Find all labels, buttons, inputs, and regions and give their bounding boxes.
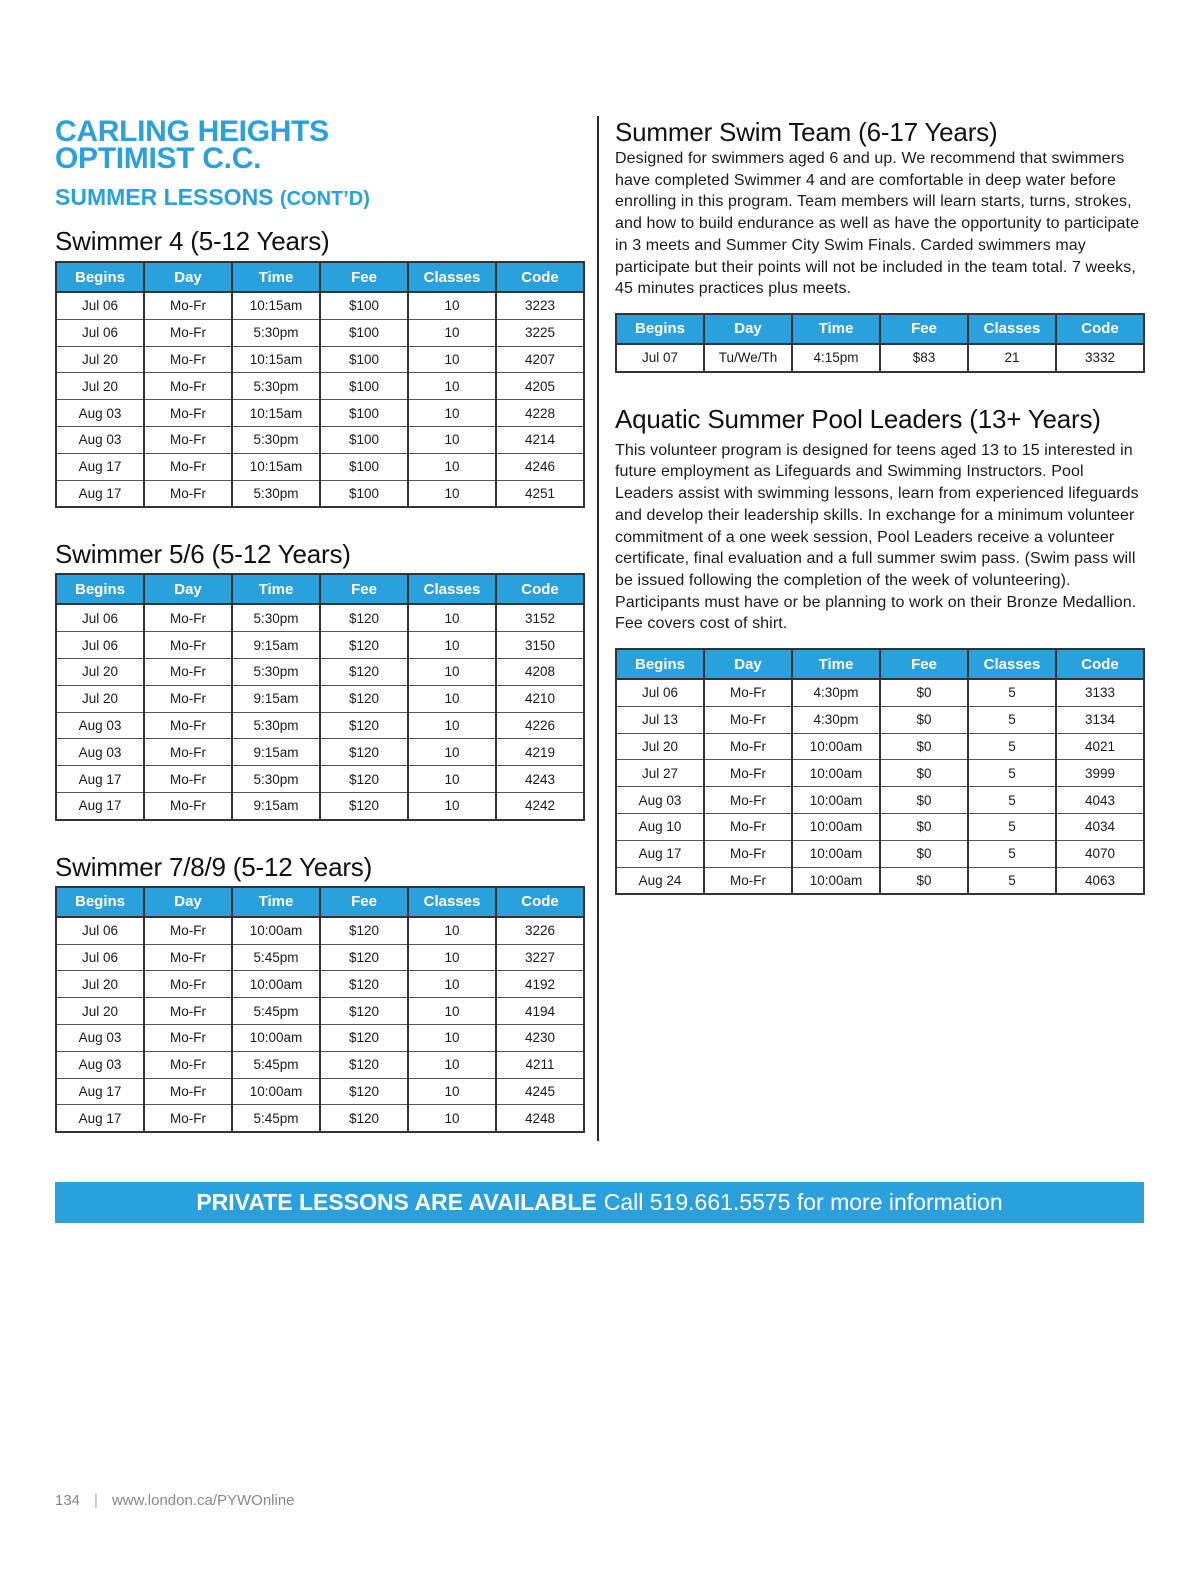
table-cell: Mo-Fr (704, 787, 792, 814)
table-cell: Jul 20 (616, 733, 704, 760)
table-cell: Aug 03 (56, 426, 144, 453)
table-cell: Mo-Fr (144, 739, 232, 766)
table-row (56, 632, 584, 659)
table-header-row (616, 649, 1144, 679)
table-cell: Mo-Fr (144, 292, 232, 319)
column-header: Begins (56, 262, 144, 292)
table-row (56, 1051, 584, 1078)
table-cell: 3150 (496, 632, 584, 659)
table-cell: 4070 (1056, 840, 1144, 867)
table-cell: 10 (408, 685, 496, 712)
table-cell: 10 (408, 632, 496, 659)
table-row (616, 679, 1144, 706)
table-cell: 5:30pm (232, 712, 320, 739)
swimmer56-table (55, 573, 585, 820)
table-cell: 4226 (496, 712, 584, 739)
table-cell: $0 (880, 760, 968, 787)
table-row (56, 685, 584, 712)
column-header: Fee (880, 649, 968, 679)
table-cell: 10:00am (792, 787, 880, 814)
table-cell: 5 (968, 733, 1056, 760)
table-cell: Mo-Fr (704, 679, 792, 706)
table-cell: 10:15am (232, 453, 320, 480)
table-cell: Jul 20 (56, 373, 144, 400)
swimteam-table (615, 313, 1145, 373)
table-cell: 10 (408, 1078, 496, 1105)
table-row (56, 426, 584, 453)
column-header: Classes (968, 314, 1056, 344)
table-row (616, 760, 1144, 787)
table-cell: Mo-Fr (144, 685, 232, 712)
table-cell: $120 (320, 944, 408, 971)
table-row (56, 917, 584, 944)
column-header: Classes (408, 262, 496, 292)
table-cell: 3134 (1056, 706, 1144, 733)
table-cell: 4:15pm (792, 344, 880, 372)
table-cell: 9:15am (232, 685, 320, 712)
table-cell: Mo-Fr (144, 944, 232, 971)
left-column (55, 116, 585, 1133)
table-cell: 5:45pm (232, 944, 320, 971)
page-footer (55, 1492, 295, 1509)
table-cell: Mo-Fr (144, 632, 232, 659)
table-cell: 10 (408, 426, 496, 453)
table-cell: $0 (880, 814, 968, 841)
table-cell: 10 (408, 792, 496, 819)
table-cell: Jul 20 (56, 998, 144, 1025)
column-header: Time (232, 887, 320, 917)
table-cell: Aug 17 (56, 1105, 144, 1132)
table-cell: Mo-Fr (144, 1105, 232, 1132)
table-cell: $120 (320, 1051, 408, 1078)
table-row (56, 658, 584, 685)
table-cell: Mo-Fr (144, 373, 232, 400)
table-cell: 4251 (496, 480, 584, 507)
table-cell: $0 (880, 787, 968, 814)
table-cell: Jul 20 (56, 346, 144, 373)
table-cell: $120 (320, 1078, 408, 1105)
table-cell: 10:00am (792, 867, 880, 894)
table-cell: 4021 (1056, 733, 1144, 760)
page-subtitle (55, 184, 585, 211)
table-cell: $100 (320, 292, 408, 319)
table-cell: Aug 17 (56, 792, 144, 819)
poolleaders-description: This volunteer program is designed for teens aged 13 to 15 interested in future employment as Lifeguards and Swimming Instructors. Pool Leaders assist with swimming lessons, learn from experienced lifeguards and develop their leadership skills. In exchange for a minimum volunteer commitment of a one week session, Pool Leaders receive a volunteer certificate, final evaluation and a full summer swim pass. (Swim pass will be issued following the completion of the week of volunteering). Participants must have or be planning to work on their Bronze Medallion. Fee covers cost of shirt. (615, 441, 1139, 633)
table-cell: $120 (320, 998, 408, 1025)
table-row (56, 766, 584, 793)
table-cell: $0 (880, 706, 968, 733)
swimteam-heading: Summer Swim Team (6-17 Years) (615, 117, 998, 147)
subtitle-contd: (CONT’D) (279, 188, 370, 210)
column-header: Fee (320, 887, 408, 917)
table-cell: Aug 03 (56, 712, 144, 739)
table-cell: Mo-Fr (144, 766, 232, 793)
table-row (616, 787, 1144, 814)
column-header: Fee (320, 574, 408, 604)
table-cell: $83 (880, 344, 968, 372)
table-cell: Aug 17 (56, 766, 144, 793)
table-cell: 10 (408, 453, 496, 480)
table-cell: Aug 24 (616, 867, 704, 894)
table-cell: $120 (320, 712, 408, 739)
column-divider (597, 116, 599, 1141)
org-title (55, 115, 585, 175)
table-cell: Mo-Fr (144, 426, 232, 453)
poolleaders-table (615, 648, 1145, 895)
table-cell: Mo-Fr (144, 792, 232, 819)
column-header: Time (232, 262, 320, 292)
table-cell: $100 (320, 373, 408, 400)
table-cell: 10 (408, 971, 496, 998)
table-cell: 5 (968, 867, 1056, 894)
table-cell: 3226 (496, 917, 584, 944)
table-row (56, 1078, 584, 1105)
table-cell: 4205 (496, 373, 584, 400)
table-cell: 5 (968, 706, 1056, 733)
table-cell: Aug 17 (56, 1078, 144, 1105)
table-cell: $0 (880, 840, 968, 867)
table-cell: 4219 (496, 739, 584, 766)
table-cell: 10:00am (232, 1024, 320, 1051)
column-header: Day (144, 887, 232, 917)
table-cell: Aug 03 (616, 787, 704, 814)
table-header-row (56, 887, 584, 917)
table-cell: 10 (408, 319, 496, 346)
table-cell: Mo-Fr (144, 917, 232, 944)
column-header: Begins (56, 887, 144, 917)
table-cell: $0 (880, 867, 968, 894)
table-cell: 10 (408, 1105, 496, 1132)
table-row (56, 604, 584, 631)
table-cell: 4248 (496, 1105, 584, 1132)
private-lessons-banner (55, 1182, 1144, 1223)
column-header: Day (144, 574, 232, 604)
footer-separator: | (94, 1492, 98, 1509)
table-cell: $120 (320, 1105, 408, 1132)
table-cell: Mo-Fr (704, 840, 792, 867)
swimmer789-heading: Swimmer 7/8/9 (5-12 Years) (55, 851, 373, 882)
table-cell: 4:30pm (792, 706, 880, 733)
table-cell: Mo-Fr (144, 604, 232, 631)
table-cell: 4:30pm (792, 679, 880, 706)
table-row (56, 1105, 584, 1132)
table-cell: Jul 06 (56, 632, 144, 659)
column-header: Classes (968, 649, 1056, 679)
table-cell: Mo-Fr (144, 998, 232, 1025)
table-cell: Mo-Fr (704, 706, 792, 733)
table-cell: 5:30pm (232, 658, 320, 685)
table-cell: Jul 20 (56, 658, 144, 685)
table-cell: $100 (320, 346, 408, 373)
table-cell: $120 (320, 685, 408, 712)
table-cell: 4034 (1056, 814, 1144, 841)
table-cell: Jul 07 (616, 344, 704, 372)
table-row (56, 292, 584, 319)
table-cell: 4207 (496, 346, 584, 373)
swimmer56-heading: Swimmer 5/6 (5-12 Years) (55, 539, 351, 570)
table-cell: 5:30pm (232, 373, 320, 400)
table-cell: Jul 27 (616, 760, 704, 787)
table-cell: 9:15am (232, 739, 320, 766)
table-cell: 4211 (496, 1051, 584, 1078)
table-cell: Mo-Fr (144, 658, 232, 685)
table-cell: Aug 17 (56, 480, 144, 507)
column-header: Time (232, 574, 320, 604)
right-column (615, 116, 1145, 895)
table-cell: Jul 06 (56, 604, 144, 631)
column-header: Code (1056, 314, 1144, 344)
table-cell: Mo-Fr (144, 1024, 232, 1051)
table-cell: Aug 10 (616, 814, 704, 841)
table-cell: Mo-Fr (144, 1051, 232, 1078)
table-cell: 4043 (1056, 787, 1144, 814)
table-row (616, 344, 1144, 372)
table-cell: 3227 (496, 944, 584, 971)
table-row (56, 319, 584, 346)
table-row (56, 453, 584, 480)
table-cell: Aug 03 (56, 400, 144, 427)
banner-contact-text: Call 519.661.5575 for more information (603, 1189, 1003, 1215)
column-header: Classes (408, 887, 496, 917)
table-cell: $0 (880, 679, 968, 706)
table-cell: 10:15am (232, 346, 320, 373)
swimmer4-heading: Swimmer 4 (5-12 Years) (55, 226, 330, 256)
table-cell: Aug 17 (56, 453, 144, 480)
poolleaders-heading: Aquatic Summer Pool Leaders (13+ Years) (615, 403, 1101, 434)
table-cell: 10:15am (232, 400, 320, 427)
table-cell: $0 (880, 733, 968, 760)
table-cell: Mo-Fr (144, 1078, 232, 1105)
table-cell: 4242 (496, 792, 584, 819)
table-cell: 5:45pm (232, 1051, 320, 1078)
table-cell: 3152 (496, 604, 584, 631)
table-cell: 5:30pm (232, 319, 320, 346)
table-cell: 5 (968, 814, 1056, 841)
table-cell: 3999 (1056, 760, 1144, 787)
table-header-row (616, 314, 1144, 344)
table-cell: 10 (408, 917, 496, 944)
table-row (56, 480, 584, 507)
table-cell: 10 (408, 400, 496, 427)
table-cell: Mo-Fr (144, 319, 232, 346)
table-cell: Mo-Fr (704, 814, 792, 841)
table-cell: 10 (408, 604, 496, 631)
table-cell: 5:30pm (232, 766, 320, 793)
table-cell: Mo-Fr (144, 453, 232, 480)
table-cell: 5:30pm (232, 604, 320, 631)
table-row (616, 867, 1144, 894)
table-cell: Mo-Fr (704, 867, 792, 894)
table-cell: 10 (408, 292, 496, 319)
table-cell: Aug 03 (56, 1051, 144, 1078)
column-header: Code (1056, 649, 1144, 679)
table-cell: 9:15am (232, 792, 320, 819)
table-cell: $100 (320, 319, 408, 346)
table-cell: Aug 03 (56, 1024, 144, 1051)
table-cell: Mo-Fr (144, 712, 232, 739)
table-cell: 10 (408, 739, 496, 766)
table-cell: Mo-Fr (144, 400, 232, 427)
table-cell: $100 (320, 400, 408, 427)
table-cell: 5 (968, 787, 1056, 814)
swimmer4-table (55, 261, 585, 508)
table-cell: 10:00am (792, 840, 880, 867)
table-cell: Jul 06 (56, 292, 144, 319)
table-cell: Jul 06 (56, 944, 144, 971)
org-title-line1: CARLING HEIGHTS (55, 115, 329, 148)
table-cell: 10 (408, 1024, 496, 1051)
table-row (616, 814, 1144, 841)
table-row (56, 998, 584, 1025)
table-cell: 4243 (496, 766, 584, 793)
swimmer789-table (55, 886, 585, 1133)
table-cell: Jul 20 (56, 971, 144, 998)
table-cell: 10:00am (232, 971, 320, 998)
column-header: Fee (320, 262, 408, 292)
table-row (56, 739, 584, 766)
table-cell: $100 (320, 426, 408, 453)
table-cell: 5:45pm (232, 1105, 320, 1132)
table-cell: 5:30pm (232, 480, 320, 507)
table-cell: $120 (320, 917, 408, 944)
table-cell: 5:45pm (232, 998, 320, 1025)
table-cell: 5:30pm (232, 426, 320, 453)
table-cell: Tu/We/Th (704, 344, 792, 372)
table-cell: $100 (320, 480, 408, 507)
table-row (56, 712, 584, 739)
subtitle-main: SUMMER LESSONS (55, 184, 274, 210)
table-cell: 3225 (496, 319, 584, 346)
table-cell: 5 (968, 760, 1056, 787)
table-row (616, 733, 1144, 760)
table-cell: 5 (968, 840, 1056, 867)
table-cell: 3133 (1056, 679, 1144, 706)
table-cell: 21 (968, 344, 1056, 372)
banner-bold-text: PRIVATE LESSONS ARE AVAILABLE (196, 1189, 597, 1215)
table-cell: 4214 (496, 426, 584, 453)
table-cell: Mo-Fr (704, 760, 792, 787)
table-row (56, 373, 584, 400)
table-cell: 5 (968, 679, 1056, 706)
table-header-row (56, 574, 584, 604)
column-header: Time (792, 649, 880, 679)
table-cell: Jul 06 (56, 917, 144, 944)
table-cell: $120 (320, 739, 408, 766)
table-cell: 10 (408, 944, 496, 971)
page-number: 134 (55, 1492, 81, 1509)
table-cell: 10:00am (792, 760, 880, 787)
swimteam-description: Designed for swimmers aged 6 and up. We recommend that swimmers have completed Swimmer 4 and are comfortable in deep water before enrolling in this program. Team members will learn starts, turns, strokes, and how to build endurance as well as have the opportunity to participate in 3 meets and Summer City Swim Finals. Carded swimmers may participate but their points will not be included in the team total. 7 weeks, 45 minutes practices plus meets. (615, 150, 1140, 298)
column-header: Code (496, 887, 584, 917)
table-cell: 10 (408, 480, 496, 507)
table-cell: 4192 (496, 971, 584, 998)
table-cell: $120 (320, 971, 408, 998)
table-row (56, 971, 584, 998)
table-cell: 10 (408, 712, 496, 739)
table-cell: 4210 (496, 685, 584, 712)
table-row (56, 346, 584, 373)
column-header: Day (704, 649, 792, 679)
table-cell: 4246 (496, 453, 584, 480)
table-cell: 4194 (496, 998, 584, 1025)
column-header: Begins (616, 649, 704, 679)
column-header: Classes (408, 574, 496, 604)
footer-url[interactable]: www.london.ca/PYWOnline (111, 1492, 295, 1509)
table-cell: 10 (408, 766, 496, 793)
table-cell: $120 (320, 792, 408, 819)
table-cell: Aug 03 (56, 739, 144, 766)
table-cell: Jul 06 (56, 319, 144, 346)
table-cell: 10 (408, 346, 496, 373)
table-cell: 4208 (496, 658, 584, 685)
table-row (616, 840, 1144, 867)
column-header: Fee (880, 314, 968, 344)
table-cell: 10:15am (232, 292, 320, 319)
table-cell: Mo-Fr (704, 733, 792, 760)
column-header: Begins (616, 314, 704, 344)
table-cell: $100 (320, 453, 408, 480)
table-cell: Mo-Fr (144, 480, 232, 507)
table-cell: 10:00am (232, 917, 320, 944)
table-cell: $120 (320, 1024, 408, 1051)
table-cell: 3223 (496, 292, 584, 319)
table-cell: $120 (320, 604, 408, 631)
column-header: Code (496, 574, 584, 604)
table-cell: 10:00am (232, 1078, 320, 1105)
table-cell: 10 (408, 373, 496, 400)
table-cell: 4063 (1056, 867, 1144, 894)
table-cell: 4230 (496, 1024, 584, 1051)
table-cell: 4245 (496, 1078, 584, 1105)
table-cell: Jul 13 (616, 706, 704, 733)
table-cell: 3332 (1056, 344, 1144, 372)
column-header: Day (704, 314, 792, 344)
table-row (56, 792, 584, 819)
table-cell: $120 (320, 632, 408, 659)
table-cell: $120 (320, 658, 408, 685)
table-cell: 10 (408, 998, 496, 1025)
table-row (56, 400, 584, 427)
table-cell: Jul 20 (56, 685, 144, 712)
table-cell: Jul 06 (616, 679, 704, 706)
column-header: Begins (56, 574, 144, 604)
table-cell: 10:00am (792, 814, 880, 841)
column-header: Code (496, 262, 584, 292)
table-cell: 9:15am (232, 632, 320, 659)
column-header: Day (144, 262, 232, 292)
table-cell: 10:00am (792, 733, 880, 760)
table-row (56, 944, 584, 971)
table-header-row (56, 262, 584, 292)
table-row (616, 706, 1144, 733)
table-row (56, 1024, 584, 1051)
table-cell: $120 (320, 766, 408, 793)
table-cell: 10 (408, 658, 496, 685)
column-header: Time (792, 314, 880, 344)
table-cell: Mo-Fr (144, 971, 232, 998)
table-cell: Mo-Fr (144, 346, 232, 373)
table-cell: 10 (408, 1051, 496, 1078)
table-cell: Aug 17 (616, 840, 704, 867)
table-cell: 4228 (496, 400, 584, 427)
org-title-line2: OPTIMIST C.C. (55, 142, 262, 175)
